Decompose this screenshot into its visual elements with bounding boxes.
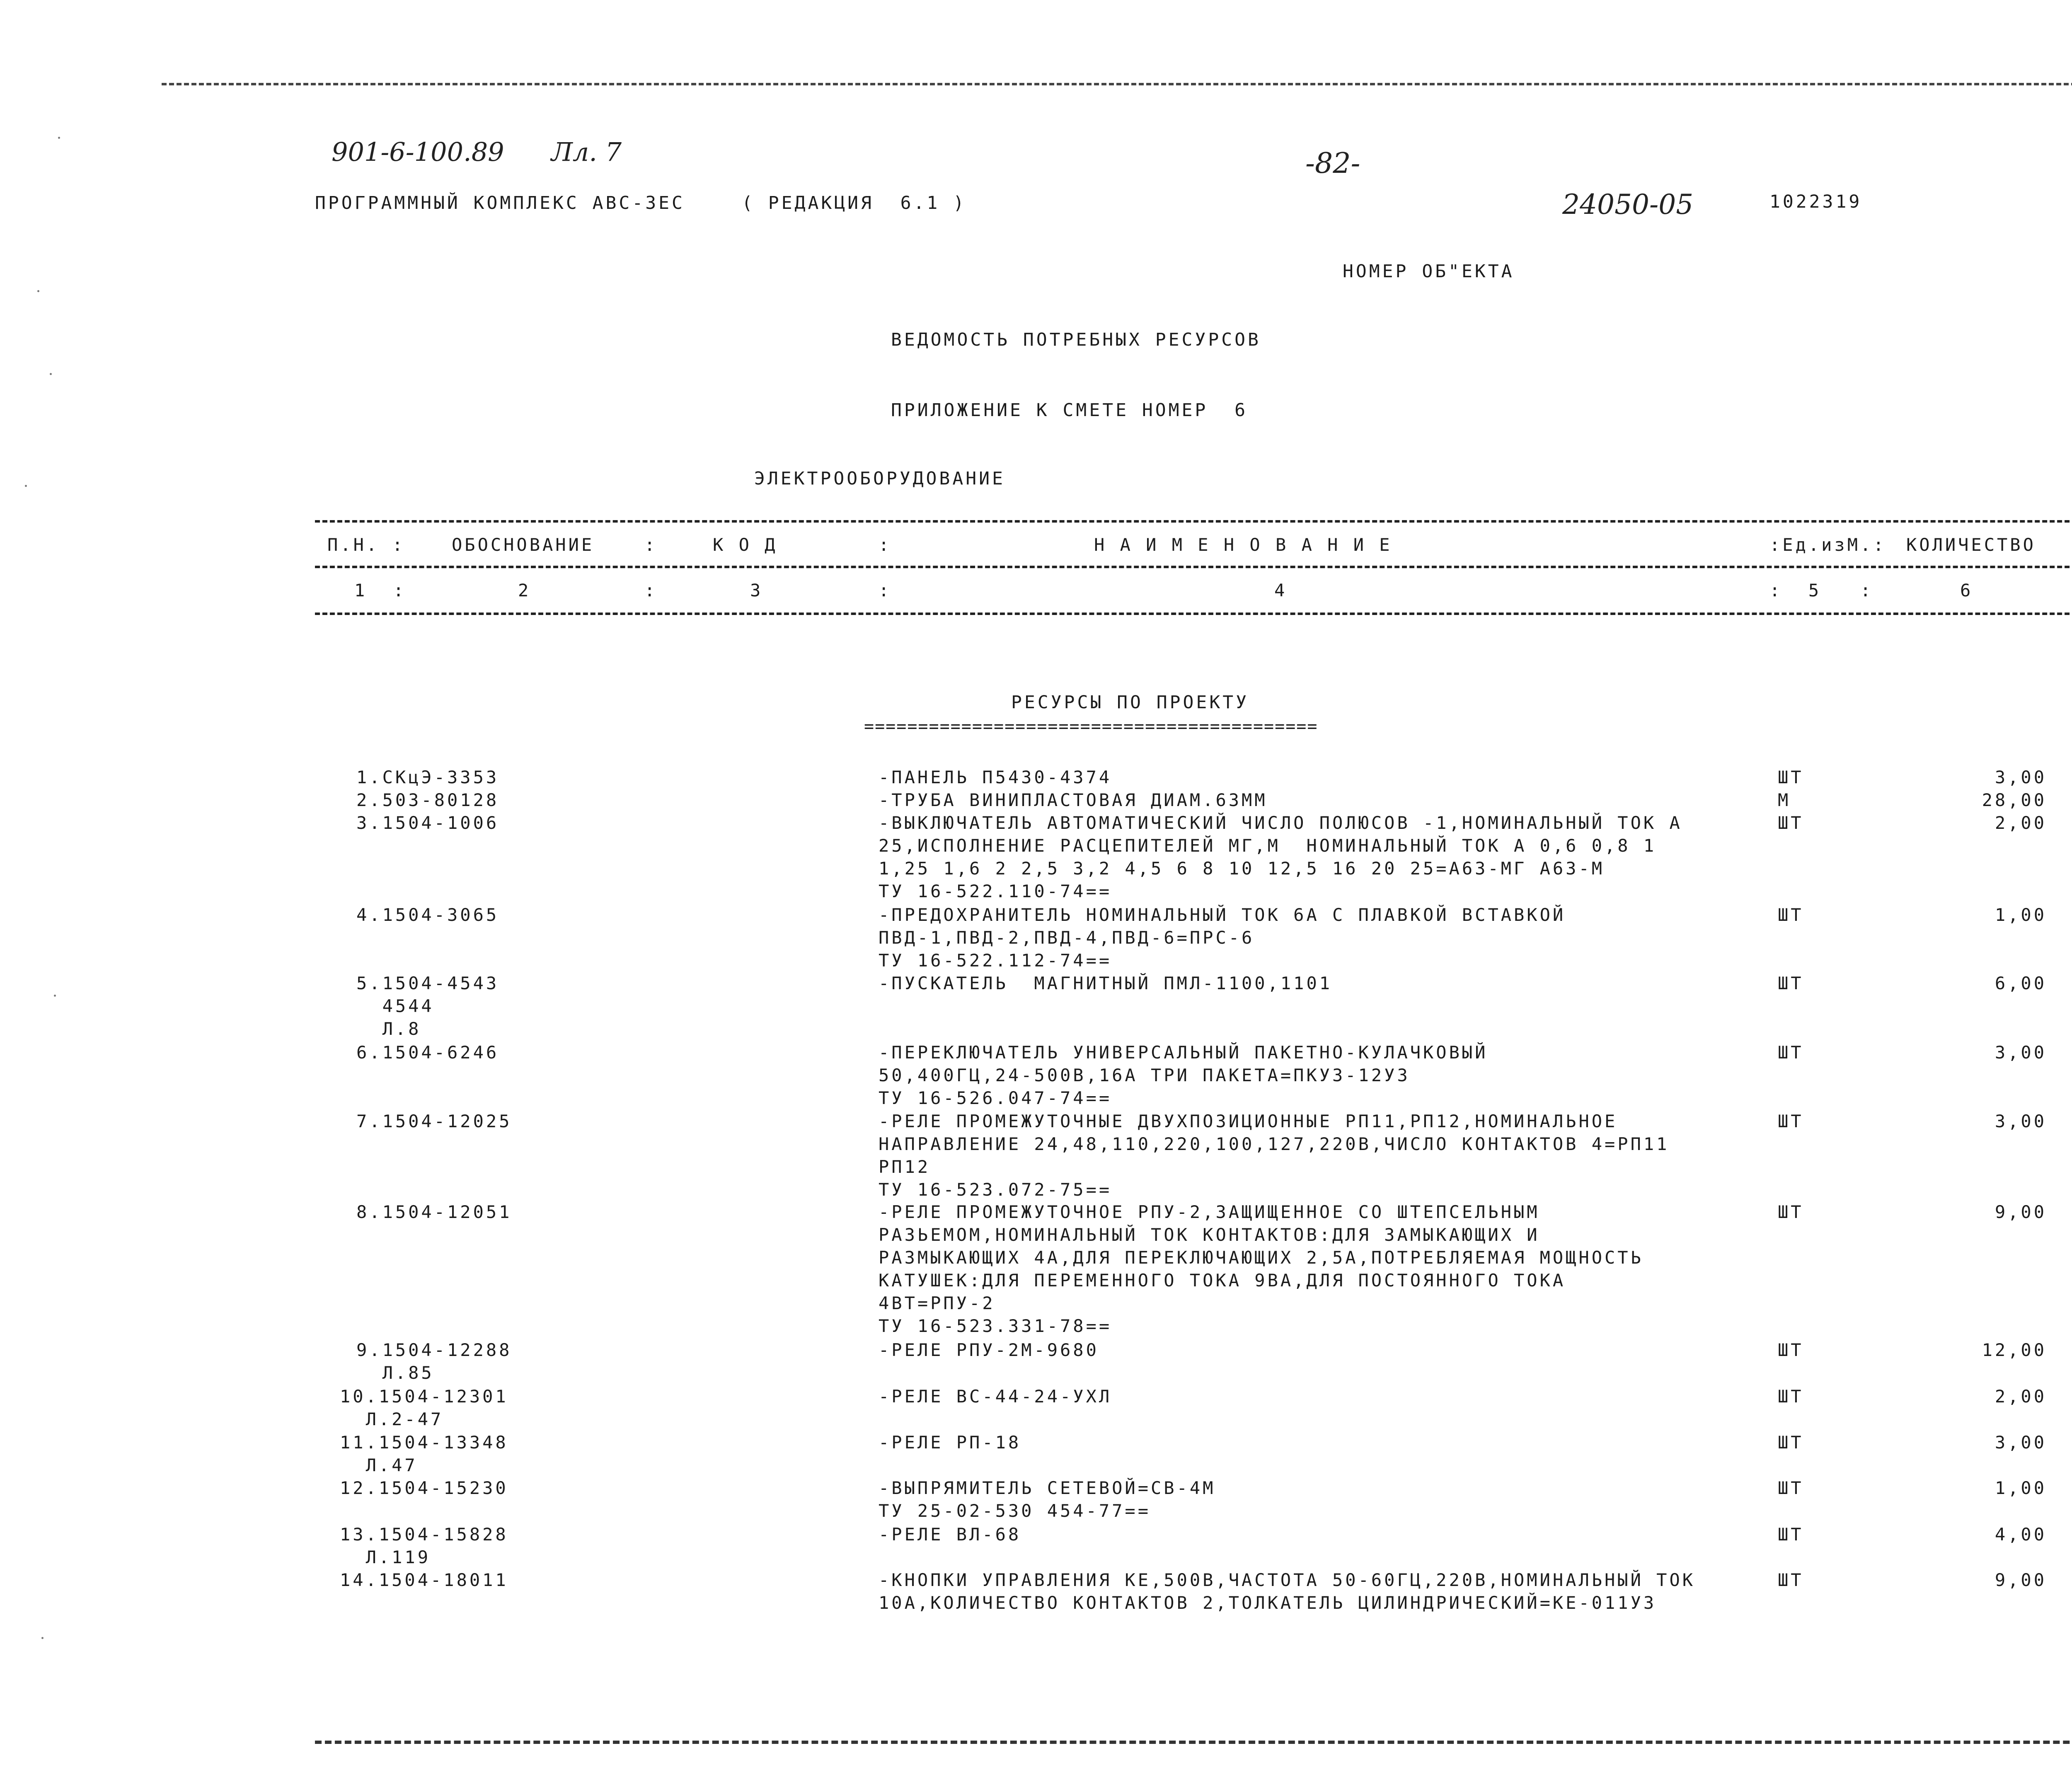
row-name: -ВЫКЛЮЧАТЕЛЬ АВТОМАТИЧЕСКИЙ ЧИСЛО ПОЛЮСОВ -1,НОМИНАЛЬНЫЙ ТОК А 25,ИСПОЛНЕНИЕ РАСЦЕПИТЕЛЕЙ МГ,М НОМИНАЛЬНЫЙ ТОК А 0,6 0,8 1 1,25 1,6 2 2,5 3,2 4,5 6 8 10 12,5 16 20 25=А63-МГ А63-М ТУ 16-522.110-74== [879, 813, 1682, 901]
row-name: -ТРУБА ВИНИПЛАСТОВАЯ ДИАМ.63ММ [879, 790, 1268, 810]
resources-heading: РЕСУРСЫ ПО ПРОЕКТУ [1011, 692, 1249, 713]
row-quantity: 4,00 [1995, 1524, 2047, 1545]
row-unit: ШТ [1778, 1202, 1804, 1222]
row-name: -ПРЕДОХРАНИТЕЛЬ НОМИНАЛЬНЫЙ ТОК 6А С ПЛАВКОЙ ВСТАВКОЙ ПВД-1,ПВД-2,ПВД-4,ПВД-6=ПРС-6 ТУ 16-522.112-74== [879, 905, 1566, 971]
row-basis: 5.1504-4543 4544 Л.8 [356, 973, 499, 1039]
row-name: -ПЕРЕКЛЮЧАТЕЛЬ УНИВЕРСАЛЬНЫЙ ПАКЕТНО-КУЛАЧКОВЫЙ 50,400ГЦ,24-500В,16А ТРИ ПАКЕТА=ПКУЗ-12УЗ ТУ 16-526.047-74== [879, 1042, 1488, 1108]
resources-heading-underline: ========================================== [864, 717, 1318, 736]
row-basis: 13.1504-15828 Л.119 [340, 1524, 508, 1567]
scan-speck [37, 290, 39, 292]
row-unit: ШТ [1778, 767, 1804, 787]
row-name: -РЕЛЕ ПРОМЕЖУТОЧНЫЕ ДВУХПОЗИЦИОННЫЕ РП11,РП12,НОМИНАЛЬНОЕ НАПРАВЛЕНИЕ 24,48,110,220,100,127,220В,ЧИСЛО КОНТАКТОВ 4=РП11 РП12 ТУ 16-523.072-75== [879, 1111, 1670, 1200]
row-unit: ШТ [1778, 1432, 1804, 1453]
row-basis: 7.1504-12025 [356, 1111, 512, 1131]
appendix-title: ПРИЛОЖЕНИЕ К СМЕТЕ НОМЕР 6 [891, 400, 1248, 421]
col-header-code: К О Д [713, 535, 778, 555]
row-basis: 4.1504-3065 [356, 905, 499, 925]
top-perforation [162, 83, 2072, 85]
row-unit: ШТ [1778, 1111, 1804, 1131]
col-number-3: 3 [750, 580, 763, 600]
row-unit: ШТ [1778, 813, 1804, 833]
col-header-quantity: КОЛИЧЕСТВО [1906, 535, 2036, 555]
col-number-4: 4 [1274, 580, 1288, 600]
col-separator: : [879, 580, 892, 600]
row-basis: 10.1504-12301 Л.2-47 [340, 1386, 508, 1429]
scan-speck [41, 1637, 44, 1639]
program-edition: ( РЕДАКЦИЯ 6.1 ) [742, 193, 967, 213]
row-unit: М [1778, 790, 1791, 810]
object-number-label: НОМЕР ОБ"ЕКТА [1343, 261, 1515, 282]
project-code: 24050-05 [1562, 189, 1694, 220]
row-basis: 6.1504-6246 [356, 1042, 499, 1063]
col-header-basis: ОБОСНОВАНИЕ [452, 535, 595, 555]
serial-number: 1022319 [1769, 191, 1862, 212]
row-unit: ШТ [1778, 1478, 1804, 1498]
sheet-number: Лл. 7 [551, 137, 622, 167]
col-header-unit: :Ед.изМ.: [1769, 535, 1886, 555]
row-name: -ПУСКАТЕЛЬ МАГНИТНЫЙ ПМЛ-1100,1101 [879, 973, 1333, 993]
bottom-perforation [315, 1741, 2072, 1744]
row-unit: ШТ [1778, 1524, 1804, 1545]
row-basis: 1.СКцЭ-3353 [356, 767, 499, 787]
row-basis: 2.503-80128 [356, 790, 499, 810]
row-unit: ШТ [1778, 1042, 1804, 1063]
row-unit: ШТ [1778, 905, 1804, 925]
row-quantity: 9,00 [1995, 1570, 2047, 1590]
row-quantity: 6,00 [1995, 973, 2047, 993]
row-basis: 8.1504-12051 [356, 1202, 512, 1222]
row-unit: ШТ [1778, 1386, 1804, 1407]
row-basis: 12.1504-15230 [340, 1478, 508, 1498]
row-basis: 11.1504-13348 Л.47 [340, 1432, 508, 1475]
row-name: -КНОПКИ УПРАВЛЕНИЯ КЕ,500В,ЧАСТОТА 50-60ГЦ,220В,НОМИНАЛЬНЫЙ ТОК 10А,КОЛИЧЕСТВО КОНТАКТОВ 2,ТОЛКАТЕЛЬ ЦИЛИНДРИЧЕСКИЙ=КЕ-011УЗ [879, 1570, 1696, 1613]
scan-speck [54, 995, 56, 997]
scan-speck [50, 373, 52, 375]
table-rule-bottom [315, 613, 2072, 615]
row-unit: ШТ [1778, 1570, 1804, 1590]
col-separator: : [644, 535, 658, 555]
col-number-1: 1 : [354, 580, 407, 600]
row-unit: ШТ [1778, 973, 1804, 993]
row-quantity: 3,00 [1995, 1432, 2047, 1453]
col-number-6: 6 [1960, 580, 1973, 600]
row-basis: 9.1504-12288 Л.85 [356, 1340, 512, 1383]
row-basis: 3.1504-1006 [356, 813, 499, 833]
row-quantity: 3,00 [1995, 767, 2047, 787]
row-quantity: 3,00 [1995, 1111, 2047, 1131]
section-title: ЭЛЕКТРООБОРУДОВАНИЕ [754, 468, 1005, 489]
col-separator: : [644, 580, 658, 600]
row-unit: ШТ [1778, 1340, 1804, 1360]
row-quantity: 1,00 [1995, 1478, 2047, 1498]
row-name: -РЕЛЕ РП-18 [879, 1432, 1021, 1453]
row-quantity: 12,00 [1982, 1340, 2047, 1360]
row-name: -РЕЛЕ ВЛ-68 [879, 1524, 1021, 1545]
row-quantity: 9,00 [1995, 1202, 2047, 1222]
row-quantity: 2,00 [1995, 813, 2047, 833]
program-name: ПРОГРАММНЫЙ КОМПЛЕКС АВС-ЗЕС [315, 193, 685, 213]
row-name: -РЕЛЕ ВС-44-24-УХЛ [879, 1386, 1112, 1407]
row-quantity: 1,00 [1995, 905, 2047, 925]
table-rule-middle [315, 566, 2072, 568]
table-rule-top [315, 520, 2072, 523]
scan-speck [25, 485, 27, 487]
col-separator: : [879, 535, 892, 555]
page-title: ВЕДОМОСТЬ ПОТРЕБНЫХ РЕСУРСОВ [891, 329, 1261, 350]
scan-speck [58, 137, 60, 139]
row-quantity: 3,00 [1995, 1042, 2047, 1063]
row-quantity: 2,00 [1995, 1386, 2047, 1407]
row-quantity: 28,00 [1982, 790, 2047, 810]
col-number-2: 2 [518, 580, 531, 600]
page-number: -82- [1305, 147, 1360, 180]
col-header-name: Н А И М Е Н О В А Н И Е [1094, 535, 1392, 555]
row-name: -ПАНЕЛЬ П5430-4374 [879, 767, 1112, 787]
row-name: -ВЫПРЯМИТЕЛЬ СЕТЕВОЙ=СВ-4М ТУ 25-02-530 454-77== [879, 1478, 1216, 1521]
row-name: -РЕЛЕ ПРОМЕЖУТОЧНОЕ РПУ-2,ЗАЩИЩЕННОЕ СО ШТЕПСЕЛЬНЫМ РАЗЬЕМОМ,НОМИНАЛЬНЫЙ ТОК КОНТАКТОВ:ДЛЯ ЗАМЫКАЮЩИХ И РАЗМЫКАЮЩИХ 4А,ДЛЯ ПЕРЕКЛЮЧАЮЩИХ 2,5А,ПОТРЕБЛЯЕМАЯ МОЩНОСТЬ КАТУШЕК:ДЛЯ ПЕРЕМЕННОГО ТОКА 9ВА,ДЛЯ ПОСТОЯННОГО ТОКА 4ВТ=РПУ-2 ТУ 16-523.331-78== [879, 1202, 1644, 1336]
col-header-pn: П.Н. : [327, 535, 405, 555]
row-name: -РЕЛЕ РПУ-2М-9680 [879, 1340, 1099, 1360]
row-basis: 14.1504-18011 [340, 1570, 508, 1590]
col-number-5: : 5 : [1769, 580, 1874, 600]
doc-reference: 901-6-100.89 [332, 137, 504, 167]
